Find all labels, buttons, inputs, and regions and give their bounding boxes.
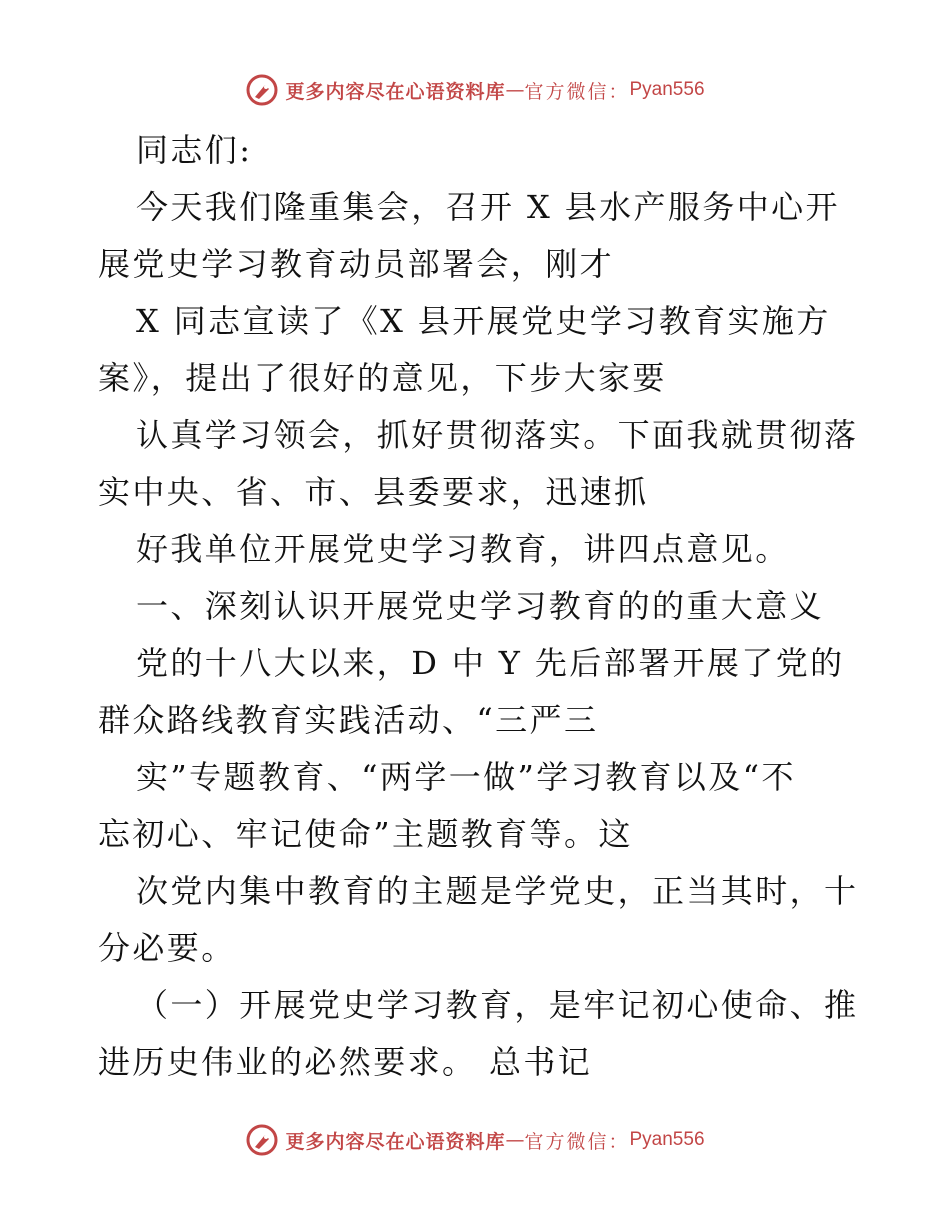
document-body [98,122,868,1091]
text-line: 进历史伟业的必然要求。 总书记 [98,1043,593,1081]
text-line: X 同志宣读了《X 县开展党史学习教育实施方 [136,302,831,340]
text-line: 实中央、省、市、县委要求，迅速抓 [98,473,649,511]
text-line: （一）开展党史学习教育，是牢记初心使命、推 [136,986,859,1024]
text-line: 同志们: [136,131,253,169]
text-line: 今天我们隆重集会，召开 X 县水产服务中心开 [136,188,840,226]
banner-brand-text: 更多内容尽在心语资料库 [285,1130,506,1153]
banner-brand-text: 更多内容尽在心语资料库 [285,80,506,103]
text-line: 展党史学习教育动员部署会，刚才 [98,245,615,283]
pen-nib-logo-icon [245,73,279,107]
text-line: 案》，提出了很好的意见，下步大家要 [98,359,667,397]
pen-nib-logo-icon [245,1123,279,1157]
header-watermark-banner [0,70,950,110]
banner-dash: — [505,79,525,101]
banner-wechat-id: Pyan556 [629,79,705,100]
text-line: 分必要。 [98,929,236,967]
text-line: 次党内集中教育的主题是学党史，正当其时，十 [136,872,859,910]
banner-dash: — [505,1129,525,1151]
text-line: 认真学习领会，抓好贯彻落实。下面我就贯彻落 [136,416,859,454]
banner-official-label: 官方微信： [524,80,630,103]
banner-wechat-id: Pyan556 [629,1129,705,1150]
text-line: 党的十八大以来，D 中 Y 先后部署开展了党的 [136,644,845,682]
banner-official-label: 官方微信： [524,1130,630,1153]
text-line: 群众路线教育实践活动、“三严三 [98,701,599,739]
footer-watermark-banner [0,1120,950,1160]
text-line: 好我单位开展党史学习教育，讲四点意见。 [136,530,790,568]
text-line: 忘初心、牢记使命”主题教育等。这 [98,815,633,853]
text-line: 一、深刻认识开展党史学习教育的的重大意义 [136,587,825,625]
text-line: 实”专题教育、“两学一做”学习教育以及“不 [136,758,796,796]
